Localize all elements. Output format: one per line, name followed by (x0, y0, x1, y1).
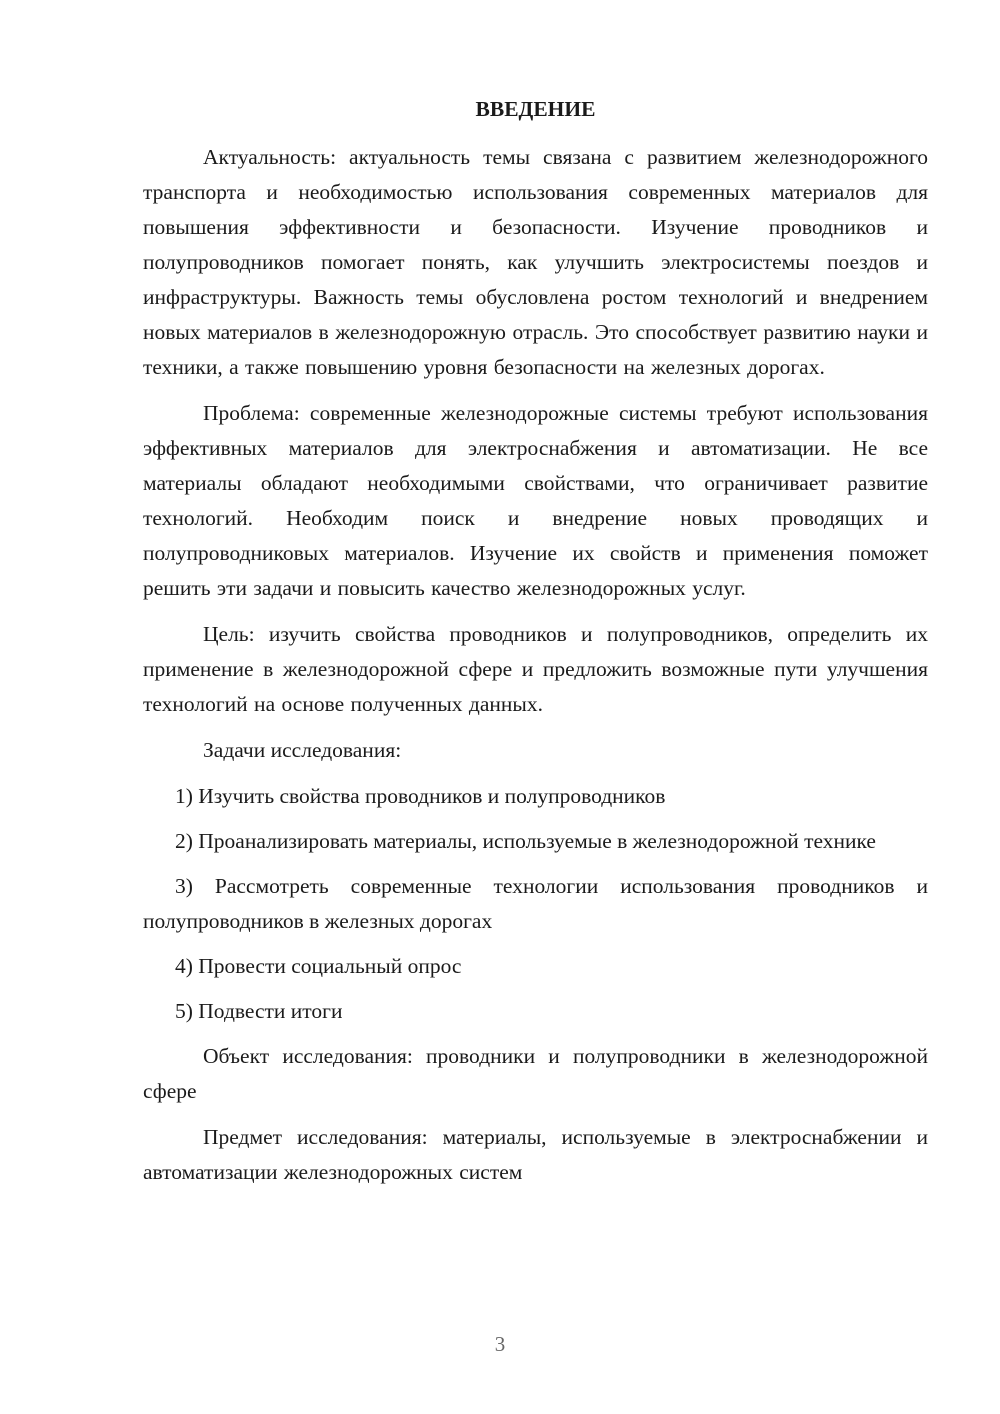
paragraph-relevance: Актуальность: актуальность темы связана с развитием железнодорожного транспорта и необходимостью использования современных материалов для повышения эффективности и безопасности. Изучение проводников и полупроводников помогает понять, как улучшить электросистемы поездов и инфраструктуры. Важность темы обусловлена ростом технологий и внедрением новых материалов в железнодорожную отрасль. Это способствует развитию науки и техники, а также повышению уровня безопасности на железных дорогах. (143, 145, 928, 379)
page-number: 3 (494, 1332, 506, 1356)
paragraph-goal: Цель: изучить свойства проводников и полупроводников, определить их применение в железнодорожной сфере и предложить возможные пути улучшения технологий на основе полученных данных. (143, 622, 928, 716)
tasks-list (143, 779, 928, 1029)
document-page (143, 92, 928, 1201)
tasks-heading: Задачи исследования: (203, 738, 402, 762)
task-item: 3) Рассмотреть современные технологии использования проводников и полупроводников в железных дорогах (143, 874, 928, 933)
paragraph-subject: Предмет исследования: материалы, используемые в электроснабжении и автоматизации железнодорожных систем (143, 1125, 928, 1184)
task-item: 2) Проанализировать материалы, используемые в железнодорожной технике (175, 829, 876, 853)
paragraph-problem: Проблема: современные железнодорожные системы требуют использования эффективных материалов для электроснабжения и автоматизации. Не все материалы обладают необходимыми свойствами, что ограничивает развитие технологий. Необходим поиск и внедрение новых проводящих и полупроводниковых материалов. Изучение их свойств и применения поможет решить эти задачи и повысить качество железнодорожных услуг. (143, 401, 928, 600)
task-item: 4) Провести социальный опрос (175, 954, 462, 978)
task-item: 5) Подвести итоги (175, 999, 343, 1023)
section-title: ВВЕДЕНИЕ (475, 97, 596, 121)
paragraph-object: Объект исследования: проводники и полупроводники в железнодорожной сфере (143, 1044, 928, 1103)
task-item: 1) Изучить свойства проводников и полупроводников (175, 784, 666, 808)
